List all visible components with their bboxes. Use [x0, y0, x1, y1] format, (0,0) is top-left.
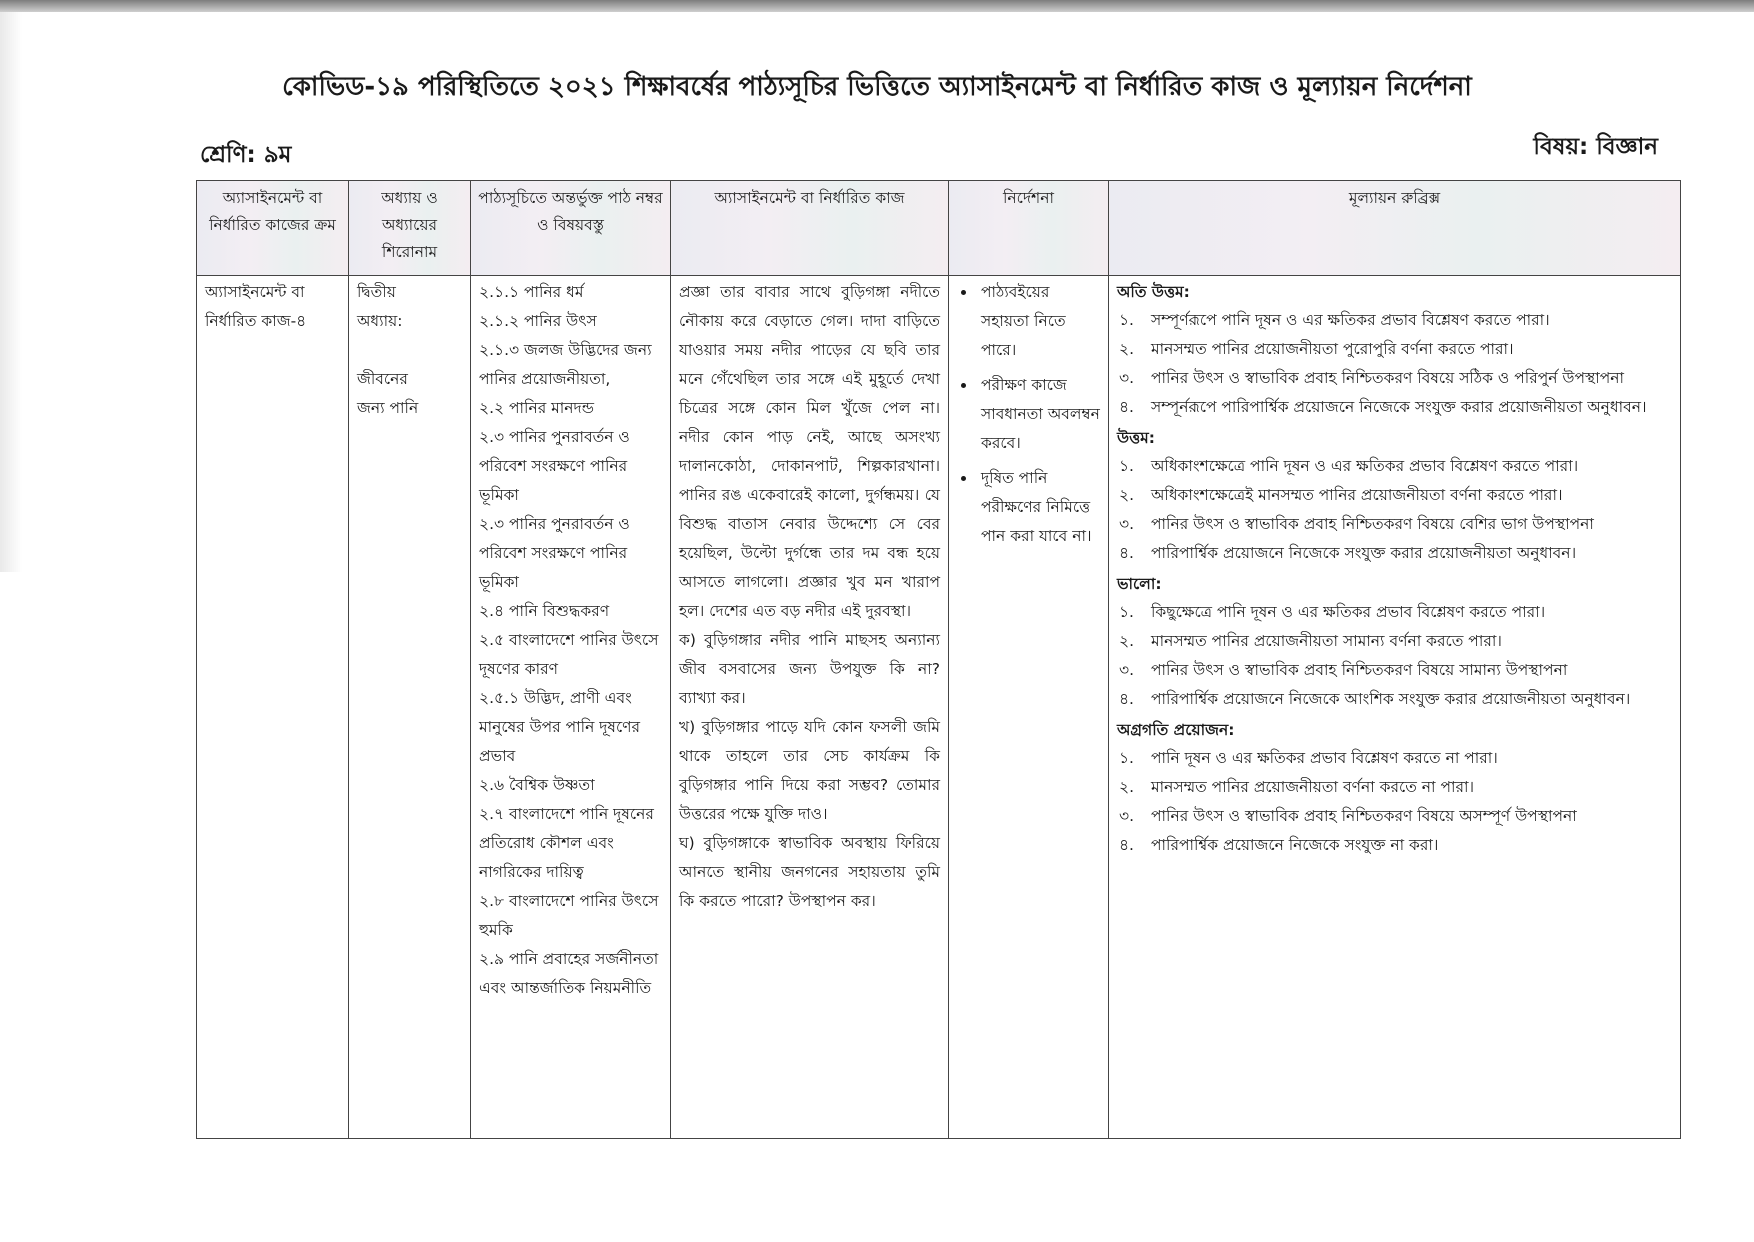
rubric-point [1117, 510, 1672, 539]
rubric-level-title: অগ্রগতি প্রয়োজন: [1117, 721, 1235, 739]
point-number: ২. [1119, 778, 1135, 796]
point-number: ২. [1119, 632, 1135, 650]
point-number: ৩. [1119, 369, 1135, 387]
subject-label: বিষয়: বিজ্ঞান [1533, 134, 1658, 160]
point-number: ১. [1119, 603, 1134, 621]
point-number: ৩. [1119, 515, 1135, 533]
cell-chapter: দ্বিতীয় অধ্যায়: জীবনের জন্য পানি [349, 276, 471, 1139]
point-text: অধিকাংশক্ষেত্রে পানি দূষন ও এর ক্ষতিকর প্রভাব বিশ্লেষণ করতে পারা। [1151, 457, 1579, 475]
point-text: পানির উৎস ও স্বাভাবিক প্রবাহ নিশ্চিতকরণ বিষয়ে সঠিক ও পরিপুর্ন উপস্থাপনা [1151, 369, 1625, 387]
rubric-level-excellent [1117, 278, 1672, 422]
rubric-point [1117, 744, 1672, 773]
table-row [197, 276, 1681, 1139]
class-label: শ্রেণি: ৯ম [200, 142, 292, 168]
rubric-point [1117, 831, 1672, 860]
point-text: পারিপার্শ্বিক প্রয়োজনে নিজেকে সংযুক্ত করার প্রয়োজনীয়তা অনুধাবন। [1151, 544, 1577, 562]
rubric-points [1117, 306, 1672, 422]
cell-rubric [1109, 276, 1681, 1139]
rubric-point [1117, 364, 1672, 393]
header-assignment-no: অ্যাসাইনমেন্ট বা নির্ধারিত কাজের ক্রম [197, 181, 349, 276]
point-number: ১. [1119, 311, 1134, 329]
point-number: ৪. [1119, 544, 1134, 562]
rubric-point [1117, 773, 1672, 802]
instructions-list [957, 278, 1100, 551]
point-text: পারিপার্শ্বিক প্রয়োজনে নিজেকে আংশিক সংযুক্ত করার প্রয়োজনীয়তা অনুধাবন। [1151, 690, 1631, 708]
rubric-points [1117, 744, 1672, 860]
point-text: মানসম্মত পানির প্রয়োজনীয়তা পুরোপুরি বর্ণনা করতে পারা। [1151, 340, 1514, 358]
point-number: ৪. [1119, 398, 1134, 416]
rubric-points [1117, 452, 1672, 568]
cell-assignment: প্রজ্ঞা তার বাবার সাথে বুড়িগঙ্গা নদীতে নৌকায় করে বেড়াতে গেল। দাদা বাড়িতে যাওয়ার সময় নদীর পাড়ের যে ছবি তার মনে গেঁথেছিল তার সঙ্গে এই মুহূর্তে দেখা চিত্রের সঙ্গে কোন মিল খুঁজে পেল না। নদীর কোন পাড় নেই, আছে অসংখ্য দালানকোঠা, দোকানপাট, শিল্পকারখানা। পানির রঙ একেবারেই কালো, দুর্গন্ধময়। যে বিশুদ্ধ বাতাস নেবার উদ্দেশ্যে সে বের হয়েছিল, উল্টো দুর্গন্ধে তার দম বন্ধ হয়ে আসতে লাগলো। প্রজ্ঞার খুব মন খারাপ হল। দেশের এত বড় নদীর এই দুরবস্থা। ক) বুড়িগঙ্গার নদীর পানি মাছসহ অন্যান্য জীব বসবাসের জন্য উপযুক্ত কি না? ব্যাখ্যা কর। খ) বুড়িগঙ্গার পাড়ে যদি কোন ফসলী জমি থাকে তাহলে তার সেচ কার্যক্রম কি বুড়িগঙ্গার পানি দিয়ে করা সম্ভব? তোমার উত্তরের পক্ষে যুক্তি দাও। ঘ) বুড়িগঙ্গাকে স্বাভাবিক অবস্থায় ফিরিয়ে আনতে স্থানীয় জনগনের সহায়তায় তুমি কি করতে পারো? উপস্থাপন কর। [671, 276, 949, 1139]
rubric-point [1117, 627, 1672, 656]
rubric-point [1117, 802, 1672, 831]
page-title: কোভিড-১৯ পরিস্থিতিতে ২০২১ শিক্ষাবর্ষের পাঠ্যসূচির ভিত্তিতে অ্যাসাইনমেন্ট বা নির্ধারিত কাজ ও মূল্যায়ন নির্দেশনা [282, 72, 1472, 102]
assignment-table [196, 180, 1681, 1139]
point-text: পানির উৎস ও স্বাভাবিক প্রবাহ নিশ্চিতকরণ বিষয়ে অসম্পূর্ণ উপস্থাপনা [1151, 807, 1577, 825]
instruction-item: • পাঠ্যবইয়ের সহায়তা নিতে পারে। [977, 278, 1100, 365]
point-number: ২. [1119, 340, 1135, 358]
header-rubric: মূল্যায়ন রুব্রিক্স [1109, 181, 1681, 276]
point-text: পানির উৎস ও স্বাভাবিক প্রবাহ নিশ্চিতকরণ বিষয়ে বেশির ভাগ উপস্থাপনা [1151, 515, 1594, 533]
header-chapter: অধ্যায় ও অধ্যায়ের শিরোনাম [349, 181, 471, 276]
point-text: পারিপার্শ্বিক প্রয়োজনে নিজেকে সংযুক্ত না করা। [1151, 836, 1439, 854]
scan-top-border [0, 0, 1754, 12]
point-number: ২. [1119, 486, 1135, 504]
cell-lessons: ২.১.১ পানির ধর্ম ২.১.২ পানির উৎস ২.১.৩ জলজ উদ্ভিদের জন্য পানির প্রয়োজনীয়তা, ২.২ পানির মানদন্ড ২.৩ পানির পুনরাবর্তন ও পরিবেশ সংরক্ষণে পানির ভূমিকা ২.৩ পানির পুনরাবর্তন ও পরিবেশ সংরক্ষণে পানির ভূমিকা ২.৪ পানি বিশুদ্ধকরণ ২.৫ বাংলাদেশে পানির উৎসে দূষণের কারণ ২.৫.১ উদ্ভিদ, প্রাণী এবং মানুষের উপর পানি দূষণের প্রভাব ২.৬ বৈশ্বিক উষ্ণতা ২.৭ বাংলাদেশে পানি দূষনের প্রতিরোধ কৌশল এবং নাগরিকের দায়িত্ব ২.৮ বাংলাদেশে পানির উৎসে হুমকি ২.৯ পানি প্রবাহের সর্জনীনতা এবং আন্তর্জাতিক নিয়মনীতি [471, 276, 671, 1139]
rubric-point [1117, 598, 1672, 627]
rubric-point [1117, 685, 1672, 714]
rubric-level-title: ভালো: [1117, 575, 1162, 593]
point-number: ৩. [1119, 661, 1135, 679]
point-text: মানসম্মত পানির প্রয়োজনীয়তা বর্ণনা করতে না পারা। [1151, 778, 1475, 796]
point-number: ৪. [1119, 836, 1134, 854]
rubric-level-fair [1117, 570, 1672, 714]
table-header-row [197, 181, 1681, 276]
header-lessons: পাঠ্যসূচিতে অন্তর্ভুক্ত পাঠ নম্বর ও বিষয়বস্তু [471, 181, 671, 276]
point-number: ৪. [1119, 690, 1134, 708]
point-text: পানির উৎস ও স্বাভাবিক প্রবাহ নিশ্চিতকরণ বিষয়ে সামান্য উপস্থাপনা [1151, 661, 1568, 679]
point-text: অধিকাংশক্ষেত্রেই মানসম্মত পানির প্রয়োজনীয়তা বর্ণনা করতে পারা। [1151, 486, 1563, 504]
point-text: পানি দূষন ও এর ক্ষতিকর প্রভাব বিশ্লেষণ করতে না পারা। [1151, 749, 1498, 767]
rubric-point [1117, 393, 1672, 422]
rubric-point [1117, 335, 1672, 364]
cell-assignment-no: অ্যাসাইনমেন্ট বা নির্ধারিত কাজ-৪ [197, 276, 349, 1139]
point-text: সম্পূর্ণরূপে পানি দূষন ও এর ক্ষতিকর প্রভাব বিশ্লেষণ করতে পারা। [1151, 311, 1550, 329]
rubric-point [1117, 656, 1672, 685]
point-number: ৩. [1119, 807, 1135, 825]
rubric-level-title: অতি উত্তম: [1117, 283, 1190, 301]
point-text: কিছুক্ষেত্রে পানি দূষন ও এর ক্ষতিকর প্রভাব বিশ্লেষণ করতে পারা। [1151, 603, 1546, 621]
rubric-level-good [1117, 424, 1672, 568]
rubric-point [1117, 452, 1672, 481]
point-text: মানসম্মত পানির প্রয়োজনীয়তা সামান্য বর্ণনা করতে পারা। [1151, 632, 1502, 650]
rubric-level-title: উত্তম: [1117, 429, 1155, 447]
header-instructions: নির্দেশনা [949, 181, 1109, 276]
rubric-point [1117, 306, 1672, 335]
rubric-point [1117, 481, 1672, 510]
rubric-points [1117, 598, 1672, 714]
rubric-point [1117, 539, 1672, 568]
instruction-item: • দূষিত পানি পরীক্ষণের নিমিত্তে পান করা যাবে না। [977, 464, 1100, 551]
point-number: ১. [1119, 457, 1134, 475]
header-assignment: অ্যাসাইনমেন্ট বা নির্ধারিত কাজ [671, 181, 949, 276]
cell-instructions [949, 276, 1109, 1139]
point-number: ১. [1119, 749, 1134, 767]
point-text: সম্পূর্নরূপে পারিপার্শ্বিক প্রয়োজনে নিজেকে সংযুক্ত করার প্রয়োজনীয়তা অনুধাবন। [1151, 398, 1647, 416]
instruction-item: • পরীক্ষণ কাজে সাবধানতা অবলম্বন করবে। [977, 371, 1100, 458]
scan-left-shadow [0, 12, 22, 572]
rubric-level-needs-improvement [1117, 716, 1672, 860]
